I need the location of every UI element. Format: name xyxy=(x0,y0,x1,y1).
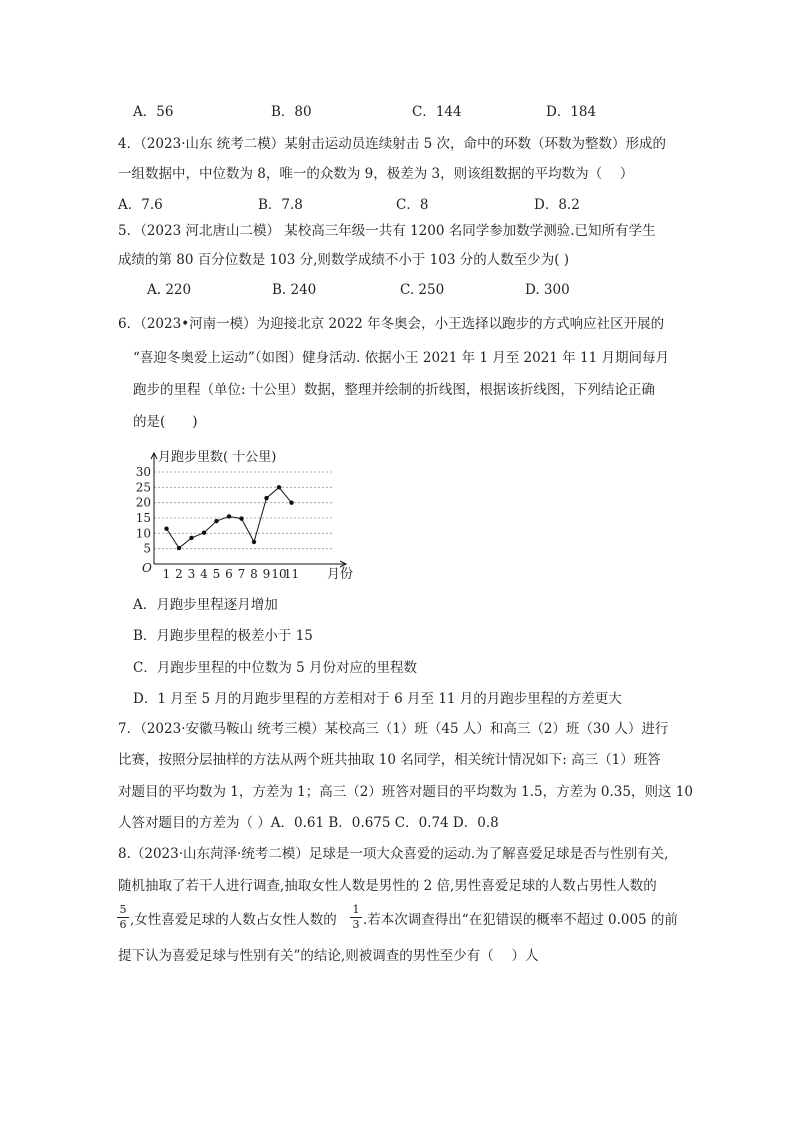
q7-text-line1: 7．（2023·安徽马鞍山 统考三模）某校高三（1）班（45 人）和高三（2）班（30 人）进行 xyxy=(118,721,669,737)
q8-text-line2: 随机抽取了若干人进行调查,抽取女性人数是男性的 2 倍,男性喜爱足球的人数占男性人数的 xyxy=(118,878,657,894)
data-point xyxy=(189,536,193,540)
data-point xyxy=(214,519,218,523)
q8-fraction-one-third xyxy=(350,904,362,931)
q6-option-a: A．月跑步里程逐月增加 xyxy=(133,597,278,613)
x-tick-label: 1 xyxy=(162,567,171,581)
q4-option-b: B．7.8 xyxy=(258,197,303,213)
q6-text-line1: 6．（2023•河南一模）为迎接北京 2022 年冬奥会，小王选择以跑步的方式响应社区开展的 xyxy=(118,316,665,332)
data-point xyxy=(239,516,243,520)
q6-text-line2: “喜迎冬奥爱上运动”（如图）健身活动. 依据小王 2021 年 1 月至 2021 年 11 月期间每月 xyxy=(133,350,669,366)
q7-text-line2: 比赛，按照分层抽样的方法从两个班共抽取 10 名同学，相关统计情况如下: 高三（1）班答 xyxy=(118,752,661,768)
q8-text-line1: 8.（2023·山东菏泽·统考二模）足球是一项大众喜爱的运动.为了解喜爱足球是否与性别有关, xyxy=(118,846,669,862)
x-tick-label: 9 xyxy=(262,567,271,581)
q6-text-line3: 跑步的里程（单位: 十公里）数据，整理并绘制的折线图，根据该折线图，下列结论正确 xyxy=(133,382,655,398)
y-tick-label: 15 xyxy=(135,511,151,525)
x-tick-label: 8 xyxy=(250,567,258,581)
q4-option-c: C．8 xyxy=(396,197,429,213)
q6-option-c: C．月跑步里程的中位数为 5 月份对应的里程数 xyxy=(133,660,418,676)
data-point xyxy=(164,527,168,531)
x-axis-label: 月份 xyxy=(327,567,354,582)
chart-title: 月跑步里数( 十公里) xyxy=(158,450,277,465)
q8-fraction2-denominator: 3 xyxy=(352,918,360,931)
q4-option-a: A．7.6 xyxy=(118,197,163,213)
q8-fraction1-numerator: 5 xyxy=(119,903,127,916)
x-tick-label: 3 xyxy=(187,567,196,581)
data-point xyxy=(202,531,206,535)
q5-text-line1: 5．（2023 河北唐山二模） 某校高三年级一共有 1200 名同学参加数学测验.已知所有学生 xyxy=(118,223,656,239)
q5-option-b: B. 240 xyxy=(272,282,317,298)
q8-fraction1-denominator: 6 xyxy=(119,918,127,931)
q3-option-a: A．56 xyxy=(133,104,174,120)
running-distance-line-chart xyxy=(128,442,368,584)
origin-label: O xyxy=(142,561,152,575)
q3-option-b: B．80 xyxy=(271,104,312,120)
q3-option-c: C．144 xyxy=(412,104,462,120)
y-tick-label: 10 xyxy=(135,526,151,541)
q8-text-line4: 提下认为喜爱足球与性别有关”的结论,则被调查的男性至少有（ ）人 xyxy=(118,948,539,964)
q8-fraction2-numerator: 1 xyxy=(352,903,360,916)
q3-option-d: D．184 xyxy=(546,104,597,120)
q5-text-line2: 成绩的第 80 百分位数是 103 分,则数学成绩不小于 103 分的人数至少为( ) xyxy=(118,252,570,268)
chart-svg xyxy=(128,442,368,584)
q8-text-line3a: ,女性喜爱足球的人数占女性人数的 xyxy=(130,912,337,928)
x-tick-label: 5 xyxy=(212,567,221,581)
q8-fraction-five-sixths xyxy=(117,904,129,931)
y-tick-label: 25 xyxy=(135,480,151,495)
q7-text-line3: 对题目的平均数为 1，方差为 1；高三（2）班答对题目的平均数为 1.5，方差为 0.35，则这 10 xyxy=(118,784,693,800)
y-tick-label: 5 xyxy=(143,541,151,556)
q5-option-a: A. 220 xyxy=(147,282,192,298)
x-tick-label: 10 xyxy=(271,567,287,581)
q4-text-line2: 一组数据中，中位数为 8，唯一的众数为 9，极差为 3，则该组数据的平均数为（ ） xyxy=(118,166,634,182)
x-tick-label: 11 xyxy=(283,567,300,581)
q4-text-line1: 4．（2023·山东 统考二模）某射击运动员连续射击 5 次，命中的环数（环数为整数）形成的 xyxy=(118,136,666,152)
q5-option-c: C. 250 xyxy=(400,282,445,298)
q4-option-d: D．8.2 xyxy=(534,197,580,213)
q7-text-line4: 人答对题目的方差为（ ）A．0.61 B．0.675 C．0.74 D．0.8 xyxy=(118,815,499,831)
data-point xyxy=(177,546,181,550)
data-point xyxy=(264,496,268,500)
q6-option-d: D．1 月至 5 月的月跑步里程的方差相对于 6 月至 11 月的月跑步里程的方差更大 xyxy=(133,691,622,707)
q6-option-b: B．月跑步里程的极差小于 15 xyxy=(133,628,313,644)
x-tick-label: 7 xyxy=(237,567,246,581)
q6-text-line4: 的是( ) xyxy=(133,414,198,430)
data-point xyxy=(227,514,231,518)
data-point xyxy=(277,485,281,489)
x-tick-label: 2 xyxy=(175,567,183,581)
y-tick-label: 20 xyxy=(135,495,151,510)
x-tick-label: 4 xyxy=(200,567,208,581)
q5-option-d: D. 300 xyxy=(525,282,570,298)
x-tick-label: 6 xyxy=(225,567,233,581)
data-point xyxy=(289,500,293,504)
y-tick-label: 30 xyxy=(135,465,151,479)
data-point xyxy=(252,540,256,544)
q8-text-line3b: .若本次调查得出“在犯错误的概率不超过 0.005 的前 xyxy=(363,912,678,928)
